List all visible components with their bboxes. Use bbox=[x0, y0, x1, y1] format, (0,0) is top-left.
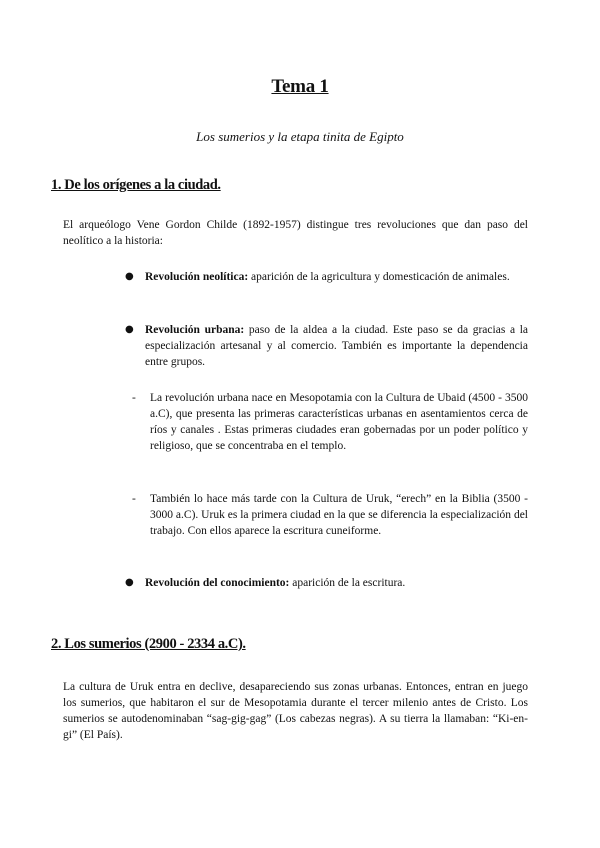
bullet-marker: ● bbox=[125, 577, 134, 588]
bullet-marker: ● bbox=[125, 324, 134, 335]
bullet-label: Revolución del conocimiento: bbox=[145, 577, 290, 589]
bullet-text: aparición de la agricultura y domesticación de animales. bbox=[248, 271, 510, 283]
sub-item-ubaid: La revolución urbana nace en Mesopotamia con la Cultura de Ubaid (4500 - 3500 a.C), que presenta las primeras características urbanas en asentamientos cerca de ríos y canales . Estas primeras ciudades eran gobernadas por un poder político y religioso, que se concentraba en el templo. bbox=[150, 392, 528, 452]
dash-marker: - bbox=[132, 392, 136, 404]
bullet-label: Revolución urbana: bbox=[145, 324, 245, 336]
bullet-item-knowledge bbox=[145, 575, 528, 591]
section-heading-2: 2. Los sumerios (2900 - 2334 a.C). bbox=[51, 636, 246, 652]
bullet-label: Revolución neolítica: bbox=[145, 271, 249, 283]
section-heading-1: 1. De los orígenes a la ciudad. bbox=[51, 177, 221, 193]
document-title: Tema 1 bbox=[271, 76, 329, 97]
bullet-text: aparición de la escritura. bbox=[289, 577, 406, 589]
bullet-item-urban bbox=[145, 322, 528, 370]
sub-item-uruk: También lo hace más tarde con la Cultura de Uruk, “erech” en la Biblia (3500 - 3000 a.C). Uruk es la primera ciudad en la que se diferencia la especialización del trabajo. Con ellos aparece la escritura cuneiforme. bbox=[150, 493, 528, 537]
dash-marker: - bbox=[132, 493, 136, 505]
bullet-item-neolithic bbox=[145, 269, 528, 285]
bullet-marker: ● bbox=[125, 271, 134, 282]
bullet-text: paso de la aldea a la ciudad. Este paso se da gracias a la especialización artesanal y al comercio. También es importante la dependencia entre grupos. bbox=[145, 324, 528, 368]
document-subtitle: Los sumerios y la etapa tinita de Egipto bbox=[196, 129, 404, 144]
section2-paragraph: La cultura de Uruk entra en declive, desapareciendo sus zonas urbanas. Entonces, entran en juego los sumerios, que habitaron el sur de Mesopotamia durante el tercer milenio antes de Cristo. Los sumerios se autodenominaban “sag-gig-gag” (Los cabezas negras). A su tierra la llamaban: “Ki-en-gi” (El País). bbox=[63, 681, 528, 741]
section1-intro: El arqueólogo Vene Gordon Childe (1892-1957) distingue tres revoluciones que dan paso del neolítico a la historia: bbox=[63, 219, 528, 247]
